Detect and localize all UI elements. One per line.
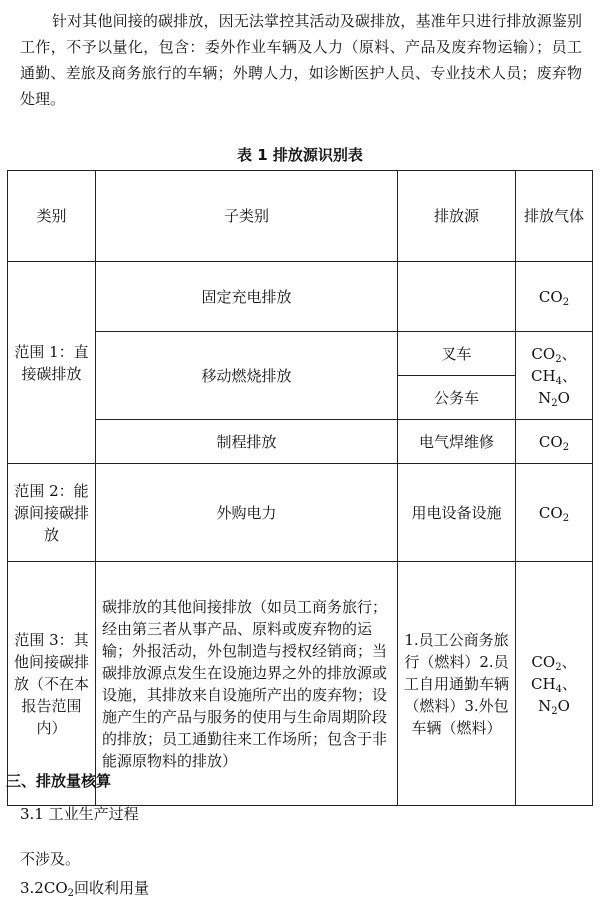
table-row — [8, 420, 593, 464]
gas-cell: $CO_2$ — [516, 262, 593, 332]
gas-cell: $CO_2$ — [516, 464, 593, 562]
subcategory-cell: 碳排放的其他间接排放（如员工商务旅行；经由第三者从事产品、原料或废弃物的运输；外报活动，外包制造与授权经销商；当碳排放源点发生在设施边界之外的排放源或设施，其排放来自设施所产出的废弃物；设施产生的产品与服务的使用与生命周期阶段的排放；员工通勤往来工作场所；包含于非能源原物料的排放） — [96, 562, 398, 806]
subsection-title: $3.2CO_2$回收利用量 — [20, 879, 150, 899]
scope1-cell: 范围 1：直接碳排放 — [8, 262, 96, 464]
table-row — [8, 562, 593, 806]
gas-cell: $CO_2$、 $CH_4$、 $N_2O$ — [516, 332, 593, 420]
header-category: 类别 — [8, 171, 96, 262]
subcategory-cell: 制程排放 — [96, 420, 398, 464]
scope2-cell: 范围 2：能源间接碳排放 — [8, 464, 96, 562]
header-source: 排放源 — [398, 171, 516, 262]
table-header-row — [8, 171, 593, 262]
subsection-text: 不涉及。 — [20, 850, 81, 868]
subsection-title: 3.1 工业生产过程 — [20, 805, 139, 823]
header-gas: 排放气体 — [516, 171, 593, 262]
source-cell: 1.员工公商务旅行（燃料）2.员工自用通勤车辆（燃料）3.外包车辆（燃料） — [398, 562, 516, 806]
gas-cell: $CO_2$、 $CH_4$、 $N_2O$ — [516, 562, 593, 806]
intro-paragraph: 针对其他间接的碳排放，因无法掌控其活动及碳排放，基准年只进行排放源鉴别工作，不予以量化，包含：委外作业车辆及人力（原料、产品及废弃物运输）；员工通勤、差旅及商务旅行的车辆；外聘人力，如诊断医护人员、专业技术人员；废弃物处理。 — [20, 12, 582, 108]
source-cell: 公务车 — [398, 376, 516, 420]
table-row — [8, 262, 593, 332]
source-cell — [398, 262, 516, 332]
subcategory-cell: 外购电力 — [96, 464, 398, 562]
header-subcategory: 子类别 — [96, 171, 398, 262]
emission-source-table — [7, 170, 593, 806]
source-cell: 电气焊维修 — [398, 420, 516, 464]
gas-cell: $CO_2$ — [516, 420, 593, 464]
section-heading: 三、排放量核算 — [6, 772, 112, 790]
subcategory-cell: 移动燃烧排放 — [96, 332, 398, 420]
table-caption: 表 1 排放源识别表 — [237, 146, 363, 164]
subcategory-cell: 固定充电排放 — [96, 262, 398, 332]
table-row — [8, 332, 593, 376]
source-cell: 叉车 — [398, 332, 516, 376]
table-row — [8, 464, 593, 562]
scope3-cell: 范围 3：其他间接碳排放（不在本报告范围内） — [8, 562, 96, 806]
source-cell: 用电设备设施 — [398, 464, 516, 562]
